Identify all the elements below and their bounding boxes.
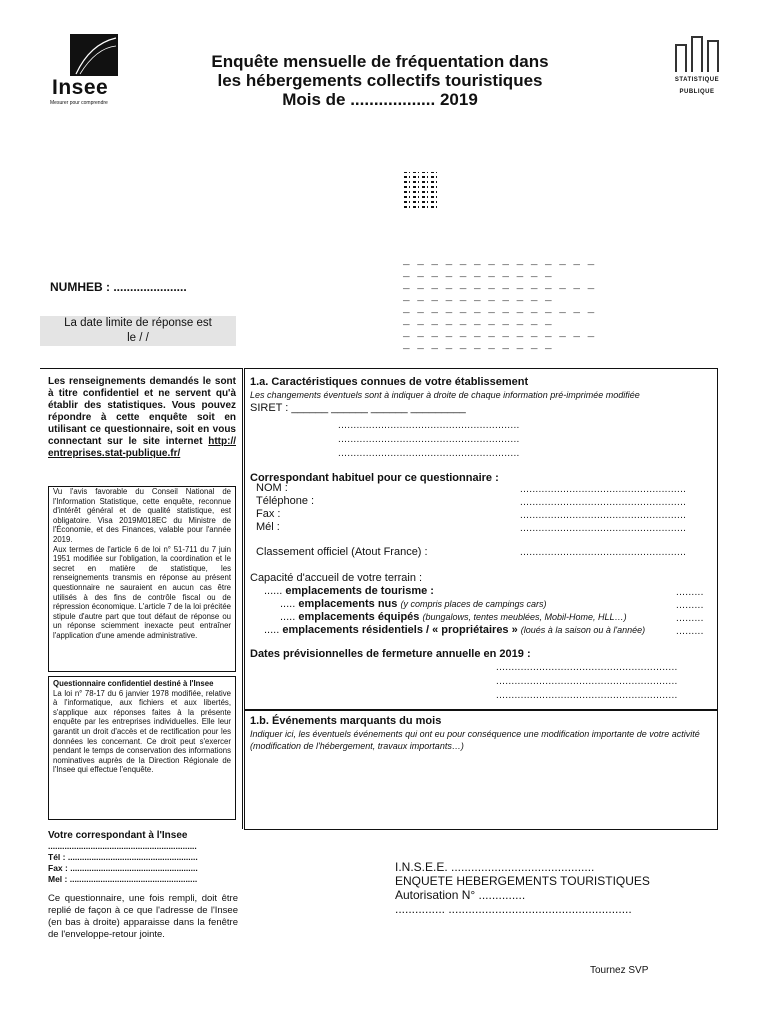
nom-label: NOM : — [256, 482, 288, 494]
fax-input[interactable]: ...................................................... — [520, 510, 687, 521]
capacity-label: Capacité d'accueil de votre terrain : — [250, 572, 423, 584]
insee-logo — [48, 34, 138, 104]
classement-label: Classement officiel (Atout France) : — [256, 546, 428, 558]
capacity-tourism-dots[interactable]: ...... — [264, 585, 283, 597]
nom-input[interactable]: ...................................................... — [520, 484, 687, 495]
address-line: _ _ _ _ _ _ _ _ _ _ _ _ _ _ _ _ _ _ _ _ _ _ _ _ _ — [403, 256, 595, 280]
section-1b-title: 1.b. Événements marquants du mois — [250, 715, 442, 727]
return-address-line-2: ENQUETE HEBERGEMENTS TOURISTIQUES — [395, 874, 650, 888]
confidential-text: La loi n° 78-17 du 6 janvier 1978 modifiée, relative à l'informatique, aux fichiers et aux libertés, s'applique aux réponses faites à la présente enquête par les entreprises individuelles. Elle leur garantit un droit d'accès et de rectification pour les données les concernant. Ce droit peut s'exercer pendant le temps de conservation des informations nominatives auprès de la Direction Régionale de l'Insee qui effectue l'enquête. — [53, 688, 231, 775]
intro-text: Les renseignements demandés le sont à titre confidentiel et ne servent qu'à établir des statistiques. Vous pouvez répondre à cette enquête soit en utilisant ce questionnaire, soit en vous connectant sur le site internet — [48, 376, 236, 447]
survey-website-link[interactable]: http:// entreprises.stat-publique.fr/ — [48, 436, 236, 459]
address-line: _ _ _ _ _ _ _ _ _ _ _ _ _ _ _ _ _ _ _ _ _ _ _ _ _ — [403, 280, 595, 304]
return-address-line-1: I.N.S.E.E. ........................................... — [395, 860, 595, 874]
capacity-residential-label: emplacements résidentiels / « propriétaires » — [282, 624, 518, 636]
capacity-value[interactable]: ......... — [676, 587, 704, 598]
return-address-line-3: Autorisation N° .............. — [395, 888, 526, 902]
section-1b-text: Indiquer ici, les éventuels événements qui ont eu pour conséquence une modification importante de votre activité (modification de l'hébergement, travaux importants…) — [250, 729, 700, 751]
insee-logo-word: Insee — [52, 76, 109, 99]
legal-paragraph-2: Aux termes de l'article 6 de loi n° 51-711 du 7 juin 1951 modifiée sur l'obligation, la coordination et le secret en matière de statistique, les renseignements transmis en réponse au présent questionnaire ne sauraient en aucun cas être utilisés à des fins de contrôle fiscal ou de répression économique. L'article 7 de la loi précitée stipule d'autre part que tout défaut de réponse ou un réponse sciemment inexacte peut entraîner l'application d'une amende administrative. — [53, 544, 231, 640]
title-line-1: Enquête mensuelle de fréquentation dans — [211, 52, 549, 71]
sp-line-2: PUBLIQUE — [679, 89, 715, 95]
capacity-value[interactable]: ......... — [676, 613, 704, 624]
fax-label: Fax : — [256, 508, 281, 520]
capacity-equipes-row — [280, 611, 627, 623]
statistique-publique-logo — [672, 36, 722, 106]
survey-title — [200, 52, 560, 109]
correspondent-fax[interactable]: Fax : ...................................................... — [48, 863, 198, 873]
folding-instructions: Ce questionnaire, une fois rempli, doit être replié de façon à ce que l'adresse de l'Insee (en bas à droite) apparaisse dans la fenêtre de l'enveloppe-retour jointe. — [48, 893, 238, 940]
insee-logo-tagline: Mesurer pour comprendre — [50, 100, 108, 106]
legal-notice — [48, 486, 236, 672]
confidential-title: Questionnaire confidentiel destiné à l'Insee — [53, 679, 214, 688]
capacity-equipes-dots[interactable]: ..... — [280, 611, 296, 623]
capacity-nus-label: emplacements nus — [298, 598, 398, 610]
telephone-input[interactable]: ...................................................... — [520, 497, 687, 508]
capacity-tourism-label: emplacements de tourisme : — [285, 585, 434, 597]
correspondent-line[interactable]: ............................................................... — [48, 841, 197, 851]
closing-date-line[interactable]: ........................................................... — [496, 690, 678, 701]
confidential-notice — [48, 676, 236, 820]
closing-dates-title: Dates prévisionnelles de fermeture annuelle en 2019 : — [250, 648, 531, 660]
return-address — [395, 860, 715, 916]
mel-label: Mél : — [256, 521, 280, 533]
legal-paragraph-1: Vu l'avis favorable du Conseil National de l'Information Statistique, cette enquête, reconnue d'intérêt général et de qualité statistique, est obligatoire. Visa 2019M018EC du Ministre de l'Économie, et des Finances, valable pour l'année 2019. — [53, 487, 231, 544]
classement-input[interactable]: ...................................................... — [520, 547, 687, 558]
deadline-box — [40, 316, 236, 346]
section-1a-title: 1.a. Caractéristiques connues de votre établissement — [250, 376, 529, 388]
address-line: _ _ _ _ _ _ _ _ _ _ _ _ _ _ _ _ _ _ _ _ _ _ _ _ _ — [403, 304, 595, 328]
capacity-nus-note: (y compris places de campings cars) — [400, 599, 547, 609]
numheb-field[interactable]: NUMHEB : ...................... — [50, 280, 187, 294]
address-line: _ _ _ _ _ _ _ _ _ _ _ _ _ _ _ _ _ _ _ _ _ _ _ _ _ — [403, 328, 595, 352]
correspondent-tel[interactable]: Tél : ....................................................... — [48, 852, 198, 862]
closing-date-line[interactable]: ........................................................... — [496, 662, 678, 673]
deadline-line-1: La date limite de réponse est — [64, 317, 212, 329]
return-address-line-4: ............... ....................................................... — [395, 902, 632, 916]
turn-over-note: Tournez SVP — [590, 965, 649, 976]
capacity-equipes-label: emplacements équipés — [298, 611, 420, 623]
sp-line-1: STATISTIQUE — [674, 77, 720, 83]
closing-date-line[interactable]: ........................................................... — [496, 676, 678, 687]
capacity-value[interactable]: ......... — [676, 600, 704, 611]
correspondent-heading: Votre correspondant à l'Insee — [48, 830, 188, 841]
establishment-line[interactable]: ........................................................... — [338, 420, 520, 431]
statistique-publique-icon — [672, 36, 722, 72]
capacity-equipes-note: (bungalows, tentes meublées, Mobil-Home, HLL…) — [422, 612, 627, 622]
address-window — [403, 256, 599, 352]
correspondent-title: Correspondant habituel pour ce questionnaire : — [250, 472, 499, 484]
mel-input[interactable]: ...................................................... — [520, 523, 687, 534]
section-1a-subtitle: Les changements éventuels sont à indiquer à droite de chaque information pré-imprimée modifiée — [250, 390, 640, 400]
establishment-line[interactable]: ........................................................... — [338, 434, 520, 445]
capacity-nus-dots[interactable]: ..... — [280, 598, 296, 610]
capacity-residential-dots[interactable]: ..... — [264, 624, 280, 636]
capacity-residential-note: (loués à la saison ou à l'année) — [520, 625, 646, 635]
deadline-line-2: le / / — [127, 332, 149, 344]
confidentiality-intro — [48, 376, 236, 460]
title-line-3: Mois de .................. 2019 — [282, 90, 478, 109]
siret-field[interactable]: SIRET : ______ ______ ______ _________ — [250, 402, 466, 414]
capacity-nus-row — [280, 598, 547, 610]
insee-logo-mark — [70, 34, 118, 76]
title-line-2: les hébergements collectifs touristiques — [217, 71, 543, 90]
insee-correspondent — [48, 830, 238, 941]
establishment-line[interactable]: ........................................................... — [338, 448, 520, 459]
correspondent-mel[interactable]: Mel : ...................................................... — [48, 874, 198, 884]
capacity-tourism-row — [264, 585, 434, 597]
capacity-residential-row — [264, 624, 645, 636]
capacity-value[interactable]: ......... — [676, 626, 704, 637]
datamatrix-code — [404, 172, 440, 208]
telephone-label: Téléphone : — [256, 495, 315, 507]
